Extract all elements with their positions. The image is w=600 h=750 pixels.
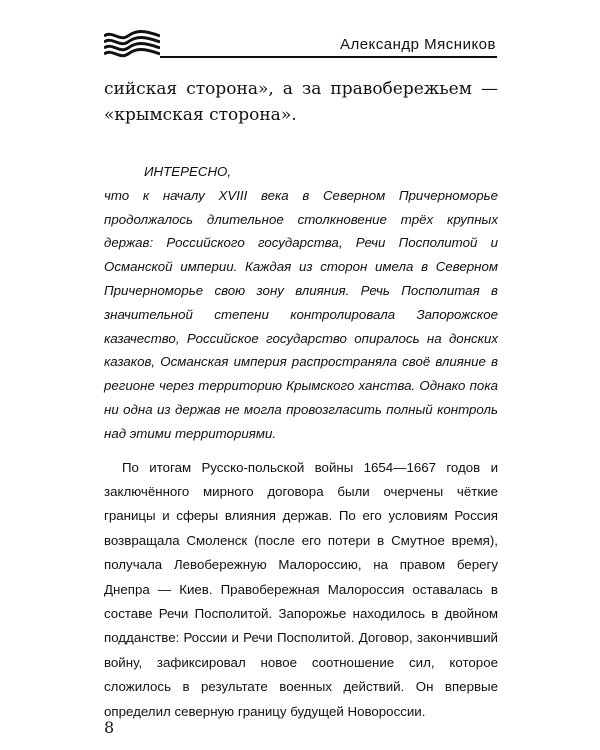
running-header [0,0,600,70]
running-header-author: Александр Мясников [339,36,496,53]
insert-text: что к началу XVIII века в Северном Причерноморье продолжалось длительное столкновение трёх крупных держав: Российского государства, Речи Посполитой и Османской империи. Каждая из сторон имела в Северном Причерноморье свою зону влияния. Речь Посполитая в значительной степени контролировала Запорожское казачество, Российское государство опиралось на донских казаков, Османская империя распространяла своё влияние в регионе через территорию Крымского ханства. Однако пока ни одна из держав не могла провозгласить полный контроль над этими территориями. [104,187,498,441]
header-rule [160,56,497,58]
wavy-stripes-ornament-icon [104,30,160,58]
main-paragraph: По итогам Русско-польской войны 1654—1667 годов и заключённого мирного договора были очерчены чёткие границы и сферы влияния держав. По его условиям Россия возвращала Смоленск (после его потери в Смутное время), получала Левобережную Малороссию, на правом берегу Днепра — Киев. Правобережная Малороссия оставалась в составе Речи Посполитой. Запорожье находилось в двойном подданстве: России и Речи Посполитой. Договор, закончивший войну, зафиксировал новое соотношение сил, которое сложилось в результате военных действий. Он впервые определил северную границу будущей Новороссии. [104,459,498,719]
insert-title: ИНТЕРЕСНО, [144,164,232,179]
page-number: 8 [104,718,115,737]
continuation-paragraph: сийская сторона», а за правобережьем — «крымская сторона». [104,79,498,125]
page-body [104,76,498,724]
